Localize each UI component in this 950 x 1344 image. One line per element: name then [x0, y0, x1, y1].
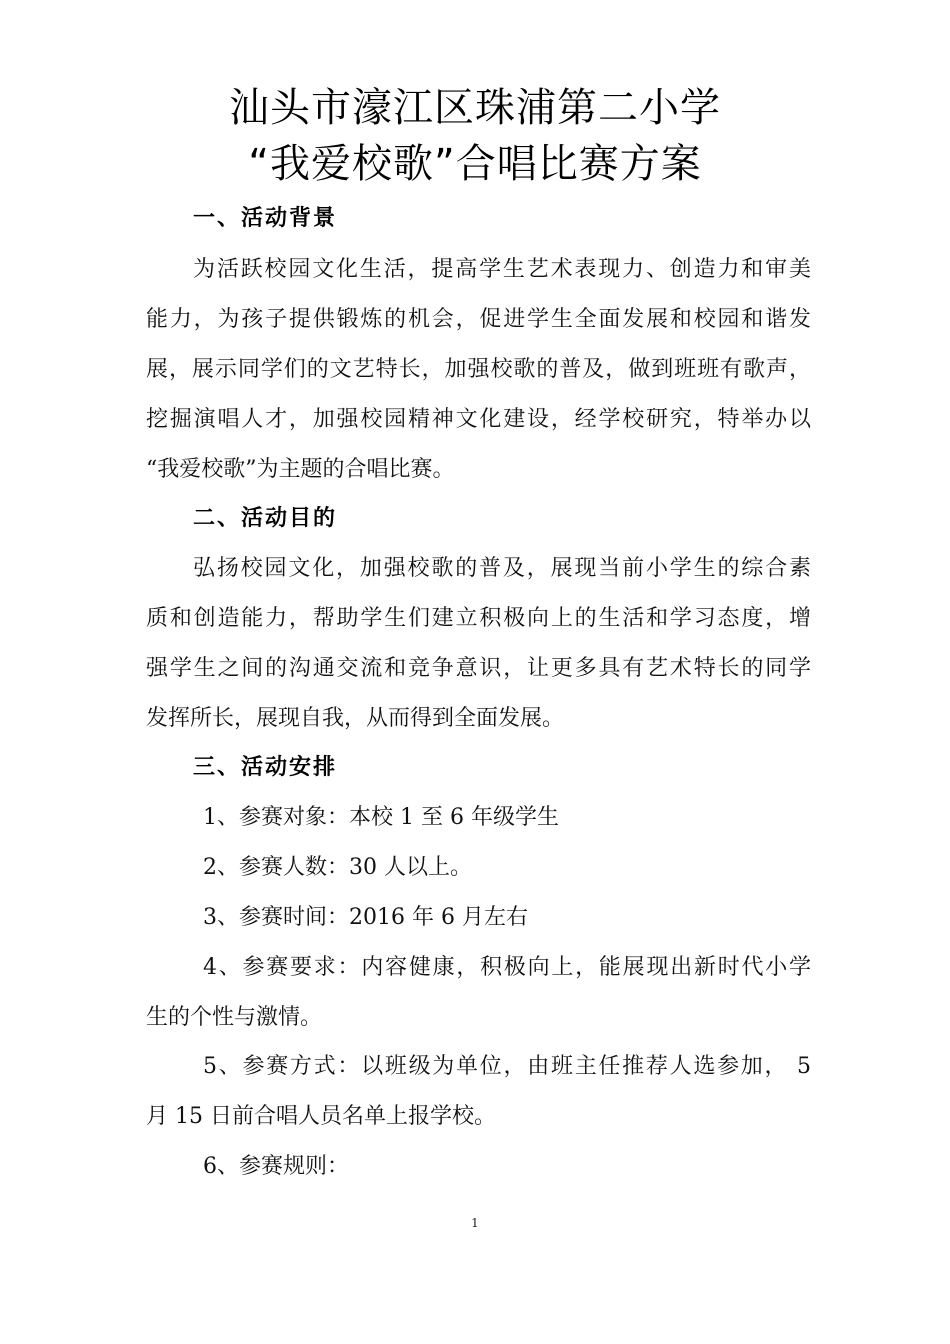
section-heading-purpose: 二、活动目的: [193, 506, 338, 531]
paragraph-line: 展，展示同学们的文艺特长，加强校歌的普及，做到班班有歌声，: [146, 357, 811, 382]
list-item: 3、参赛时间：2016 年 6 月左右: [203, 905, 528, 930]
section-heading-background: 一、活动背景: [193, 206, 338, 231]
paragraph-line: 质和创造能力，帮助学生们建立积极向上的生活和学习态度，增: [146, 606, 811, 631]
paragraph-line: 强学生之间的沟通交流和竞争意识，让更多具有艺术特长的同学: [146, 656, 811, 681]
list-item: 1、参赛对象：本校 1 至 6 年级学生: [203, 805, 559, 830]
paragraph-line: 弘扬校园文化，加强校歌的普及，展现当前小学生的综合素: [193, 556, 811, 581]
paragraph-line: “我爱校歌”为主题的合唱比赛。: [146, 457, 455, 482]
list-item: 4、参赛要求：内容健康，积极向上，能展现出新时代小学: [203, 955, 811, 980]
section-heading-arrangement: 三、活动安排: [193, 755, 338, 780]
paragraph-line: 为活跃校园文化生活，提高学生艺术表现力、创造力和审美: [193, 257, 811, 282]
paragraph-line: 发挥所长，展现自我，从而得到全面发展。: [146, 706, 565, 731]
list-item: 6、参赛规则：: [203, 1154, 349, 1179]
list-item-continuation: 月 15 日前合唱人员名单上报学校。: [146, 1104, 496, 1129]
list-item: 5、参赛方式：以班级为单位，由班主任推荐人选参加， 5: [203, 1054, 811, 1079]
document-title-line2: “我爱校歌”合唱比赛方案: [248, 141, 702, 187]
list-item-continuation: 生的个性与激情。: [146, 1005, 323, 1030]
list-item: 2、参赛人数：30 人以上。: [203, 855, 472, 880]
paragraph-line: 能力，为孩子提供锻炼的机会，促进学生全面发展和校园和谐发: [146, 307, 811, 332]
page-number: 1: [471, 1216, 479, 1230]
paragraph-line: 挖掘演唱人才，加强校园精神文化建设，经学校研究，特举办以: [146, 407, 811, 432]
document-title-line1: 汕头市濠江区珠浦第二小学: [229, 85, 721, 131]
